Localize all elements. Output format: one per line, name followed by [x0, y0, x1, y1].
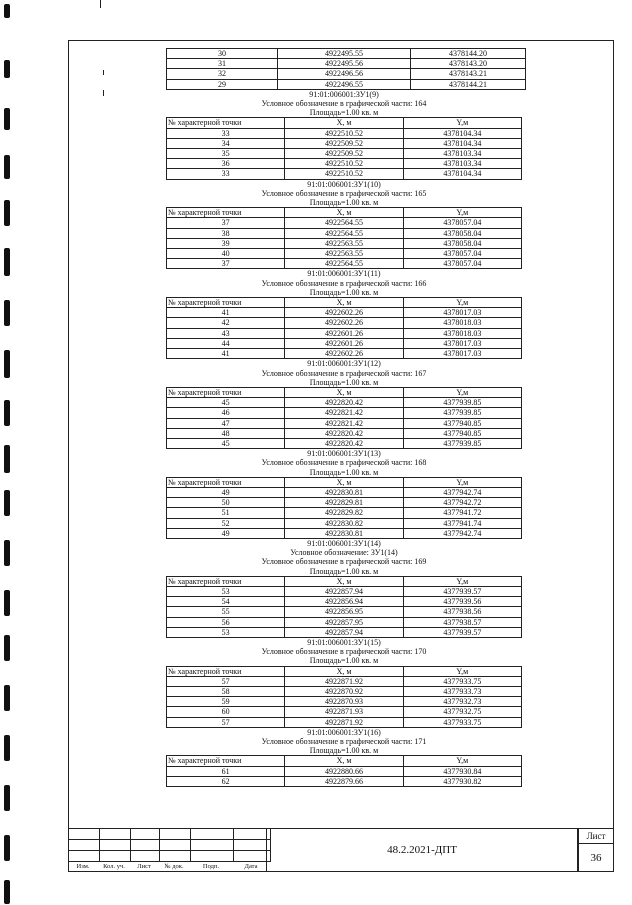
parcel-section	[166, 269, 522, 359]
coordinates-table-top	[166, 48, 526, 90]
revision-grid	[68, 828, 271, 862]
table-row	[167, 687, 522, 697]
header-point-number: № характерной точки	[167, 576, 285, 586]
header-point-number: № характерной точки	[167, 387, 285, 397]
header-y: Y,м	[403, 666, 521, 676]
x-coordinate: 4922857.94	[285, 627, 403, 637]
table-header-row	[167, 118, 522, 128]
title-block	[68, 828, 614, 872]
header-y: Y,м	[403, 477, 521, 487]
coordinates-table	[166, 207, 522, 269]
sheet-box	[578, 828, 614, 872]
point-number: 31	[167, 59, 278, 69]
table-row	[167, 249, 522, 259]
header-point-number: № характерной точки	[167, 666, 285, 676]
coordinates-table	[166, 297, 522, 359]
x-coordinate: 4922496.55	[278, 79, 411, 89]
y-coordinate: 4378017.03	[403, 338, 521, 348]
point-number: 49	[167, 528, 285, 538]
point-number: 59	[167, 697, 285, 707]
x-coordinate: 4922564.55	[285, 228, 403, 238]
x-coordinate: 4922821.42	[285, 408, 403, 418]
parcel-designation: Условное обозначение в графической части: 169	[261, 557, 427, 567]
point-number: 38	[167, 228, 285, 238]
y-coordinate: 4378143.20	[411, 59, 526, 69]
point-number: 30	[167, 49, 278, 59]
sheet-label: Лист	[579, 829, 613, 844]
label-kol-uch: Кол. уч.	[103, 863, 125, 870]
y-coordinate: 4378104.34	[403, 169, 521, 179]
parcel-designation: Условное обозначение в графической части: 165	[261, 188, 427, 198]
parcel-designation: Условное обозначение в графической части: 168	[261, 458, 427, 468]
x-coordinate: 4922602.26	[285, 318, 403, 328]
y-coordinate: 4378104.34	[403, 138, 521, 148]
point-number: 35	[167, 149, 285, 159]
y-coordinate: 4377933.75	[403, 717, 521, 727]
parcel-area: Площадь=1.00 кв. м	[309, 566, 379, 576]
table-row	[167, 349, 522, 359]
point-number: 53	[167, 586, 285, 596]
y-coordinate: 4378103.34	[403, 159, 521, 169]
x-coordinate: 4922564.55	[285, 259, 403, 269]
y-coordinate: 4377939.85	[403, 438, 521, 448]
y-coordinate: 4378143.21	[411, 69, 526, 79]
label-podp: Подп.	[202, 863, 220, 870]
point-number: 57	[167, 717, 285, 727]
x-coordinate: 4922563.55	[285, 249, 403, 259]
point-number: 53	[167, 627, 285, 637]
parcel-area: Площадь=1.00 кв. м	[309, 467, 379, 477]
parcel-designation: Условное обозначение в графической части: 170	[261, 647, 427, 657]
y-coordinate: 4377942.72	[403, 498, 521, 508]
y-coordinate: 4378144.20	[411, 49, 526, 59]
table-row	[167, 218, 522, 228]
x-coordinate: 4922564.55	[285, 218, 403, 228]
table-row	[167, 528, 522, 538]
point-number: 56	[167, 617, 285, 627]
x-coordinate: 4922871.92	[285, 676, 403, 686]
table-row	[167, 149, 522, 159]
x-coordinate: 4922830.82	[285, 518, 403, 528]
parcel-designation: Условное обозначение в графической части: 167	[261, 368, 427, 378]
table-row	[167, 617, 522, 627]
point-number: 39	[167, 238, 285, 248]
x-coordinate: 4922857.94	[285, 586, 403, 596]
point-number: 49	[167, 487, 285, 497]
table-row	[167, 707, 522, 717]
table-row	[167, 159, 522, 169]
x-coordinate: 4922563.55	[285, 238, 403, 248]
header-x: X, м	[285, 576, 403, 586]
table-header-row	[167, 666, 522, 676]
y-coordinate: 4377933.75	[403, 676, 521, 686]
x-coordinate: 4922602.26	[285, 349, 403, 359]
table-row	[167, 717, 522, 727]
x-coordinate: 4922856.95	[285, 607, 403, 617]
point-number: 37	[167, 259, 285, 269]
parcel-section	[166, 449, 522, 539]
parcel-code: 91:01:006001:ЗУ1(16)	[307, 727, 381, 737]
parcel-section	[166, 180, 522, 270]
parcel-area: Площадь=1.00 кв. м	[309, 287, 379, 297]
point-number: 50	[167, 498, 285, 508]
binder-marks	[0, 0, 18, 905]
x-coordinate: 4922509.52	[285, 149, 403, 159]
header-x: X, м	[285, 387, 403, 397]
sections-container	[166, 90, 522, 787]
table-row	[167, 259, 522, 269]
header-x: X, м	[285, 118, 403, 128]
header-y: Y,м	[403, 756, 521, 766]
point-number: 34	[167, 138, 285, 148]
table-header-row	[167, 477, 522, 487]
header-x: X, м	[285, 477, 403, 487]
table-row	[167, 128, 522, 138]
x-coordinate: 4922879.66	[285, 776, 403, 786]
header-x: X, м	[285, 208, 403, 218]
point-number: 41	[167, 349, 285, 359]
y-coordinate: 4377930.82	[403, 776, 521, 786]
y-coordinate: 4377939.57	[403, 586, 521, 596]
parcel-area: Площадь=1.00 кв. м	[309, 656, 379, 666]
y-coordinate: 4377932.73	[403, 697, 521, 707]
x-coordinate: 4922601.26	[285, 328, 403, 338]
parcel-code: 91:01:006001:ЗУ1(14)	[307, 538, 381, 548]
x-coordinate: 4922880.66	[285, 766, 403, 776]
parcel-code: 91:01:006001:ЗУ1(12)	[307, 359, 381, 369]
table-row	[167, 79, 526, 89]
parcel-designation: Условное обозначение в графической части: 171	[261, 737, 427, 747]
table-row	[167, 776, 522, 786]
table-row	[167, 228, 522, 238]
y-coordinate: 4377930.84	[403, 766, 521, 776]
table-row	[167, 487, 522, 497]
y-coordinate: 4377939.85	[403, 398, 521, 408]
table-row	[167, 308, 522, 318]
x-coordinate: 4922830.81	[285, 528, 403, 538]
x-coordinate: 4922857.95	[285, 617, 403, 627]
table-row	[167, 69, 526, 79]
point-number: 57	[167, 676, 285, 686]
header-x: X, м	[285, 298, 403, 308]
y-coordinate: 4378017.03	[403, 308, 521, 318]
point-number: 54	[167, 597, 285, 607]
coordinates-table	[166, 117, 522, 179]
coordinates-table	[166, 755, 522, 787]
y-coordinate: 4378018.03	[403, 328, 521, 338]
header-x: X, м	[285, 756, 403, 766]
table-row	[167, 597, 522, 607]
table-row	[167, 138, 522, 148]
label-izm: Изм.	[76, 863, 90, 870]
table-header-row	[167, 208, 522, 218]
y-coordinate: 4378057.04	[403, 259, 521, 269]
point-number: 48	[167, 428, 285, 438]
table-header-row	[167, 387, 522, 397]
table-header-row	[167, 576, 522, 586]
header-point-number: № характерной точки	[167, 298, 285, 308]
point-number: 41	[167, 308, 285, 318]
point-number: 45	[167, 438, 285, 448]
table-row	[167, 169, 522, 179]
y-coordinate: 4378017.03	[403, 349, 521, 359]
y-coordinate: 4378103.34	[403, 149, 521, 159]
header-point-number: № характерной точки	[167, 756, 285, 766]
x-coordinate: 4922830.81	[285, 487, 403, 497]
x-coordinate: 4922495.56	[278, 59, 411, 69]
header-x: X, м	[285, 666, 403, 676]
parcel-designation: Условное обозначение в графической части: 166	[261, 278, 427, 288]
y-coordinate: 4377940.85	[403, 418, 521, 428]
point-number: 62	[167, 776, 285, 786]
parcel-code: 91:01:006001:ЗУ1(10)	[307, 179, 381, 189]
label-ndok: № док.	[164, 863, 184, 870]
x-coordinate: 4922509.52	[285, 138, 403, 148]
parcel-area: Площадь=1.00 кв. м	[309, 377, 379, 387]
x-coordinate: 4922820.42	[285, 428, 403, 438]
y-coordinate: 4377933.73	[403, 687, 521, 697]
point-number: 61	[167, 766, 285, 776]
table-header-row	[167, 756, 522, 766]
point-number: 29	[167, 79, 278, 89]
point-number: 52	[167, 518, 285, 528]
point-number: 58	[167, 687, 285, 697]
table-row	[167, 418, 522, 428]
y-coordinate: 4378018.03	[403, 318, 521, 328]
x-coordinate: 4922829.82	[285, 508, 403, 518]
header-point-number: № характерной точки	[167, 118, 285, 128]
y-coordinate: 4377939.57	[403, 627, 521, 637]
table-row	[167, 318, 522, 328]
table-row	[167, 428, 522, 438]
table-row	[167, 518, 522, 528]
point-number: 36	[167, 159, 285, 169]
header-y: Y,м	[403, 387, 521, 397]
table-row	[167, 408, 522, 418]
x-coordinate: 4922871.93	[285, 707, 403, 717]
table-row	[167, 328, 522, 338]
y-coordinate: 4378058.04	[403, 228, 521, 238]
parcel-section	[166, 359, 522, 449]
table-row	[167, 766, 522, 776]
table-row	[167, 508, 522, 518]
point-number: 51	[167, 508, 285, 518]
table-row	[167, 676, 522, 686]
point-number: 60	[167, 707, 285, 717]
header-y: Y,м	[403, 118, 521, 128]
point-number: 37	[167, 218, 285, 228]
point-number: 40	[167, 249, 285, 259]
x-coordinate: 4922829.81	[285, 498, 403, 508]
x-coordinate: 4922602.26	[285, 308, 403, 318]
y-coordinate: 4377938.57	[403, 617, 521, 627]
table-row	[167, 238, 522, 248]
x-coordinate: 4922601.26	[285, 338, 403, 348]
table-row	[167, 586, 522, 596]
table-row	[167, 498, 522, 508]
label-list: Лист	[137, 863, 151, 870]
y-coordinate: 4378144.21	[411, 79, 526, 89]
table-row	[167, 49, 526, 59]
point-number: 33	[167, 169, 285, 179]
parcel-designation: Условное обозначение в графической части: 164	[261, 99, 427, 109]
parcel-code: 91:01:006001:ЗУ1(11)	[307, 269, 381, 279]
table-row	[167, 627, 522, 637]
scan-mark	[100, 0, 101, 8]
parcel-area: Площадь=1.00 кв. м	[309, 746, 379, 756]
header-y: Y,м	[403, 298, 521, 308]
document-code: 48.2.2021-ДПТ	[266, 828, 578, 872]
y-coordinate: 4378058.04	[403, 238, 521, 248]
point-number: 33	[167, 128, 285, 138]
x-coordinate: 4922870.93	[285, 697, 403, 707]
y-coordinate: 4378057.04	[403, 249, 521, 259]
y-coordinate: 4378104.34	[403, 128, 521, 138]
y-coordinate: 4377942.74	[403, 528, 521, 538]
coordinates-table	[166, 477, 522, 539]
header-y: Y,м	[403, 576, 521, 586]
parcel-code: 91:01:006001:ЗУ1(9)	[309, 89, 379, 99]
x-coordinate: 4922871.92	[285, 717, 403, 727]
x-coordinate: 4922870.92	[285, 687, 403, 697]
sheet-number: 36	[590, 852, 602, 864]
point-number: 42	[167, 318, 285, 328]
parcel-extra-designation: Условное обозначение: ЗУ1(14)	[290, 548, 398, 558]
table-row	[167, 697, 522, 707]
parcel-area: Площадь=1.00 кв. м	[309, 198, 379, 208]
x-coordinate: 4922821.42	[285, 418, 403, 428]
x-coordinate: 4922510.52	[285, 128, 403, 138]
table-row	[167, 338, 522, 348]
table-header-row	[167, 298, 522, 308]
y-coordinate: 4377941.74	[403, 518, 521, 528]
y-coordinate: 4377941.72	[403, 508, 521, 518]
table-row	[167, 438, 522, 448]
label-data: Дата	[244, 863, 258, 870]
x-coordinate: 4922856.94	[285, 597, 403, 607]
point-number: 47	[167, 418, 285, 428]
x-coordinate: 4922820.42	[285, 398, 403, 408]
parcel-section	[166, 90, 522, 180]
point-number: 44	[167, 338, 285, 348]
x-coordinate: 4922510.52	[285, 159, 403, 169]
y-coordinate: 4377939.56	[403, 597, 521, 607]
table-row	[167, 607, 522, 617]
table-row	[167, 398, 522, 408]
parcel-code: 91:01:006001:ЗУ1(13)	[307, 449, 381, 459]
parcel-section	[166, 539, 522, 638]
y-coordinate: 4377932.75	[403, 707, 521, 717]
point-number: 43	[167, 328, 285, 338]
point-number: 55	[167, 607, 285, 617]
x-coordinate: 4922820.42	[285, 438, 403, 448]
x-coordinate: 4922510.52	[285, 169, 403, 179]
point-number: 45	[167, 398, 285, 408]
coordinates-table	[166, 576, 522, 638]
parcel-section	[166, 728, 522, 787]
parcel-section	[166, 638, 522, 728]
point-number: 46	[167, 408, 285, 418]
coordinates-table	[166, 387, 522, 449]
y-coordinate: 4378057.04	[403, 218, 521, 228]
y-coordinate: 4377938.56	[403, 607, 521, 617]
point-number: 32	[167, 69, 278, 79]
header-y: Y,м	[403, 208, 521, 218]
header-point-number: № характерной точки	[167, 208, 285, 218]
header-point-number: № характерной точки	[167, 477, 285, 487]
parcel-code: 91:01:006001:ЗУ1(15)	[307, 637, 381, 647]
x-coordinate: 4922496.56	[278, 69, 411, 79]
y-coordinate: 4377940.85	[403, 428, 521, 438]
parcel-area: Площадь=1.00 кв. м	[309, 108, 379, 118]
y-coordinate: 4377942.74	[403, 487, 521, 497]
coordinates-content	[166, 48, 522, 787]
y-coordinate: 4377939.85	[403, 408, 521, 418]
table-row	[167, 59, 526, 69]
x-coordinate: 4922495.55	[278, 49, 411, 59]
coordinates-table	[166, 666, 522, 728]
